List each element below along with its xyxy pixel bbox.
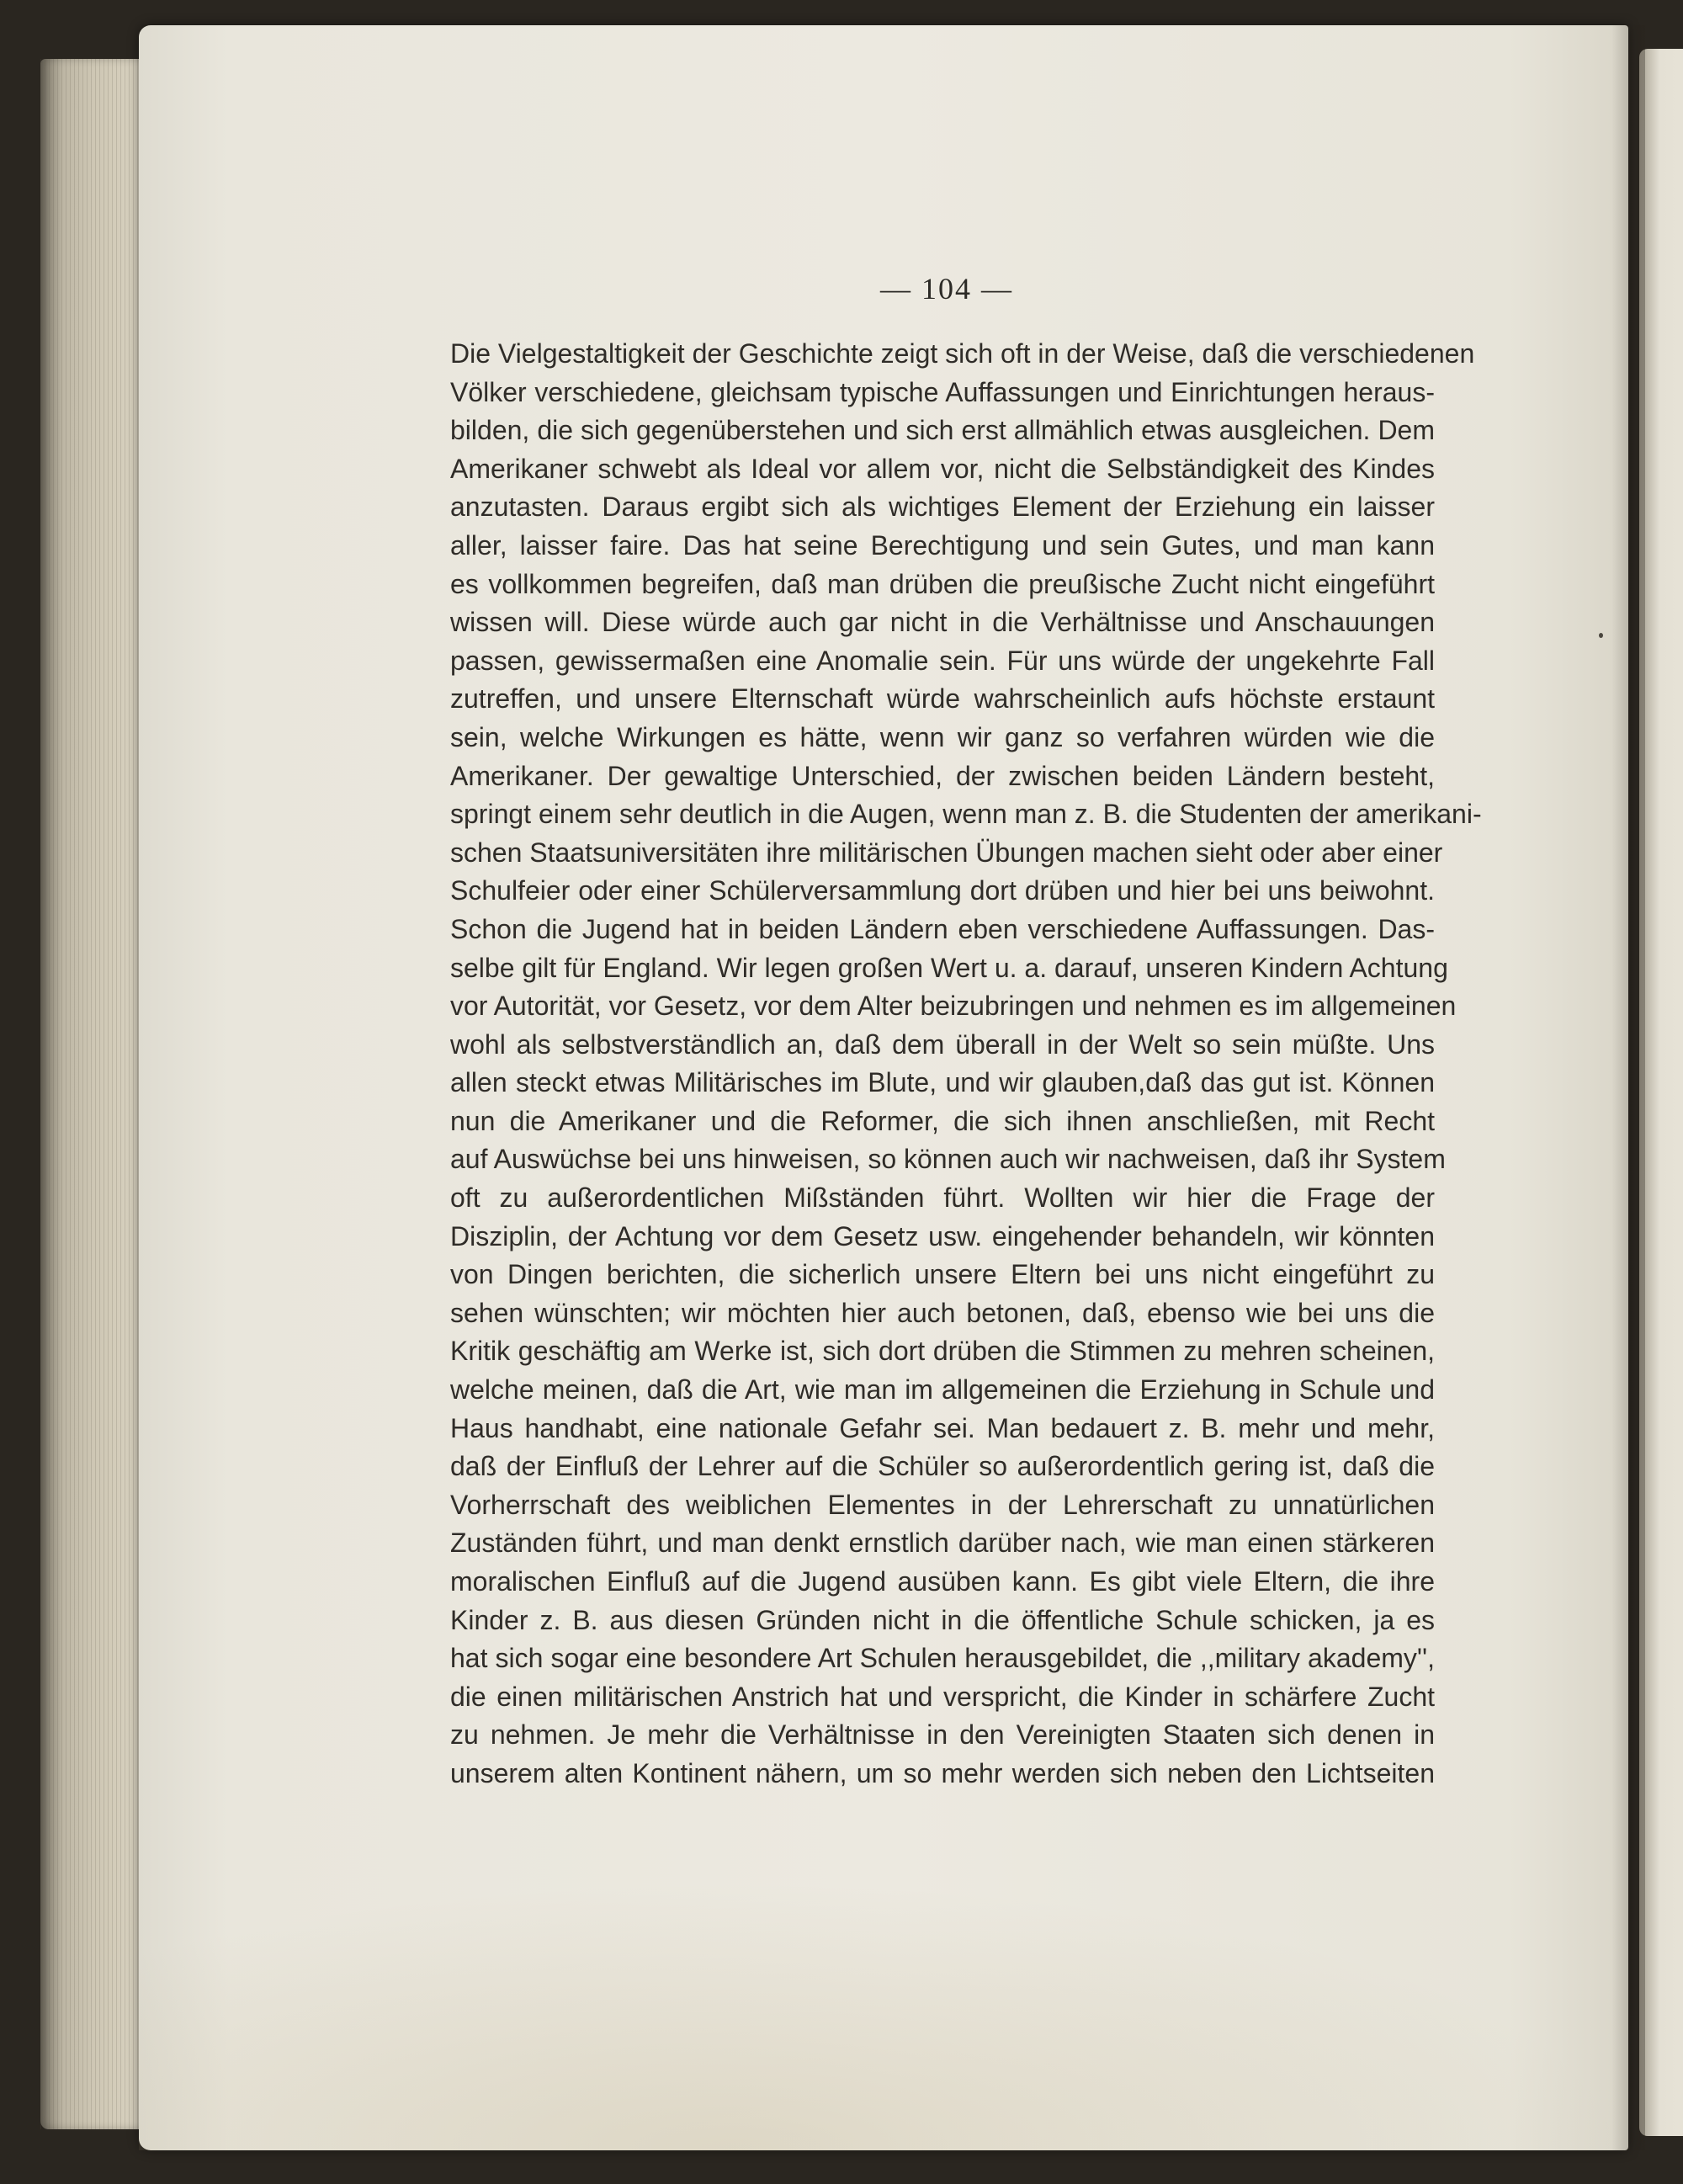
text-line: Schulfeier oder einer Schülerversammlung dort drüben und hier bei uns beiwohnt. <box>450 875 1435 906</box>
text-line: moralischen Einfluß auf die Jugend ausüben kann. Es gibt viele Eltern, die ihre <box>450 1566 1435 1597</box>
text-line: anzutasten. Daraus ergibt sich als wichtiges Element der Erziehung ein laisser <box>450 492 1435 523</box>
text-line: nun die Amerikaner und die Reformer, die sich ihnen anschließen, mit Recht <box>450 1105 1435 1136</box>
text-line: Amerikaner schwebt als Ideal vor allem vor, nicht die Selbständigkeit des Kindes <box>450 453 1435 484</box>
text-line: die einen militärischen Anstrich hat und verspricht, die Kinder in schärfere Zucht <box>450 1681 1435 1712</box>
text-line: wohl als selbstverständlich an, daß dem überall in der Welt so sein müßte. Uns <box>450 1028 1435 1060</box>
text-line: es vollkommen begreifen, daß man drüben die preußische Zucht nicht eingeführt <box>450 568 1435 599</box>
text-line: Disziplin, der Achtung vor dem Gesetz usw. eingehender behandeln, wir könnten <box>450 1220 1435 1251</box>
text-line: selbe gilt für England. Wir legen großen Wert u. a. darauf, unseren Kindern Achtung <box>450 952 1448 983</box>
text-line: daß der Einfluß der Lehrer auf die Schüler so außerordentlich gering ist, daß die <box>450 1451 1435 1482</box>
text-line: Die Vielgestaltigkeit der Geschichte zeigt sich oft in der Weise, daß die verschiedenen <box>450 338 1475 369</box>
text-line: schen Staatsuniversitäten ihre militärischen Übungen machen sieht oder aber einer <box>450 837 1443 868</box>
text-line: hat sich sogar eine besondere Art Schulen herausgebildet, die ,,military akademy'', <box>450 1643 1435 1674</box>
text-line: von Dingen berichten, die sicherlich unsere Eltern bei uns nicht eingeführt zu <box>450 1259 1435 1290</box>
body-text <box>450 335 1482 1793</box>
text-line: auf Auswüchse bei uns hinweisen, so können auch wir nachweisen, daß ihr System <box>450 1144 1446 1175</box>
text-line: Vorherrschaft des weiblichen Elementes in der Lehrerschaft zu unnatürlichen <box>450 1489 1435 1520</box>
text-line: Kinder z. B. aus diesen Gründen nicht in die öffentliche Schule schicken, ja es <box>450 1604 1435 1635</box>
gutter-shadow <box>1611 25 1645 2150</box>
text-line: sehen wünschten; wir möchten hier auch betonen, daß, ebenso wie bei uns die <box>450 1297 1435 1328</box>
text-line: springt einem sehr deutlich in die Augen, wenn man z. B. die Studenten der amerikani- <box>450 799 1482 830</box>
text-line: zutreffen, und unsere Elternschaft würde wahrscheinlich aufs höchste erstaunt <box>450 683 1435 715</box>
text-line: vor Autorität, vor Gesetz, vor dem Alter beizubringen und nehmen es im allgemeinen <box>450 991 1457 1022</box>
text-line: Haus handhabt, eine nationale Gefahr sei. Man bedauert z. B. mehr und mehr, <box>450 1412 1435 1443</box>
text-line: aller, laisser faire. Das hat seine Berechtigung und sein Gutes, und man kann <box>450 529 1435 561</box>
ink-speck <box>1599 633 1603 638</box>
text-line: zu nehmen. Je mehr die Verhältnisse in den Vereinigten Staaten sich denen in <box>450 1719 1435 1751</box>
text-line: oft zu außerordentlichen Mißständen führt. Wollten wir hier die Frage der <box>450 1182 1435 1214</box>
text-line: wissen will. Diese würde auch gar nicht in die Verhältnisse und Anschauungen <box>450 607 1435 638</box>
text-line: Schon die Jugend hat in beiden Ländern eben verschiedene Auffassungen. Das- <box>450 913 1435 944</box>
text-line: unserem alten Kontinent nähern, um so mehr werden sich neben den Lichtseiten <box>450 1757 1435 1788</box>
text-line: Kritik geschäftig am Werke ist, sich dort drüben die Stimmen zu mehren scheinen, <box>450 1336 1435 1367</box>
text-line: sein, welche Wirkungen es hätte, wenn wir ganz so verfahren würden wie die <box>450 721 1435 752</box>
text-line: Amerikaner. Der gewaltige Unterschied, der zwischen beiden Ländern besteht, <box>450 760 1435 791</box>
page-number: — 104 — <box>880 272 1013 306</box>
text-line: Zuständen führt, und man denkt ernstlich darüber nach, wie man einen stärkeren <box>450 1528 1435 1559</box>
text-line: allen steckt etwas Militärisches im Blute, und wir glauben,daß das gut ist. Können <box>450 1067 1435 1098</box>
text-line: Völker verschiedene, gleichsam typische Auffassungen und Einrichtungen heraus- <box>450 376 1435 407</box>
text-line: bilden, die sich gegenüberstehen und sich erst allmählich etwas ausgleichen. Dem <box>450 415 1435 446</box>
text-line: passen, gewissermaßen eine Anomalie sein. Für uns würde der ungekehrte Fall <box>450 645 1435 676</box>
facing-page-edge <box>1639 49 1683 2136</box>
text-line: welche meinen, daß die Art, wie man im allgemeinen die Erziehung in Schule und <box>450 1374 1435 1406</box>
